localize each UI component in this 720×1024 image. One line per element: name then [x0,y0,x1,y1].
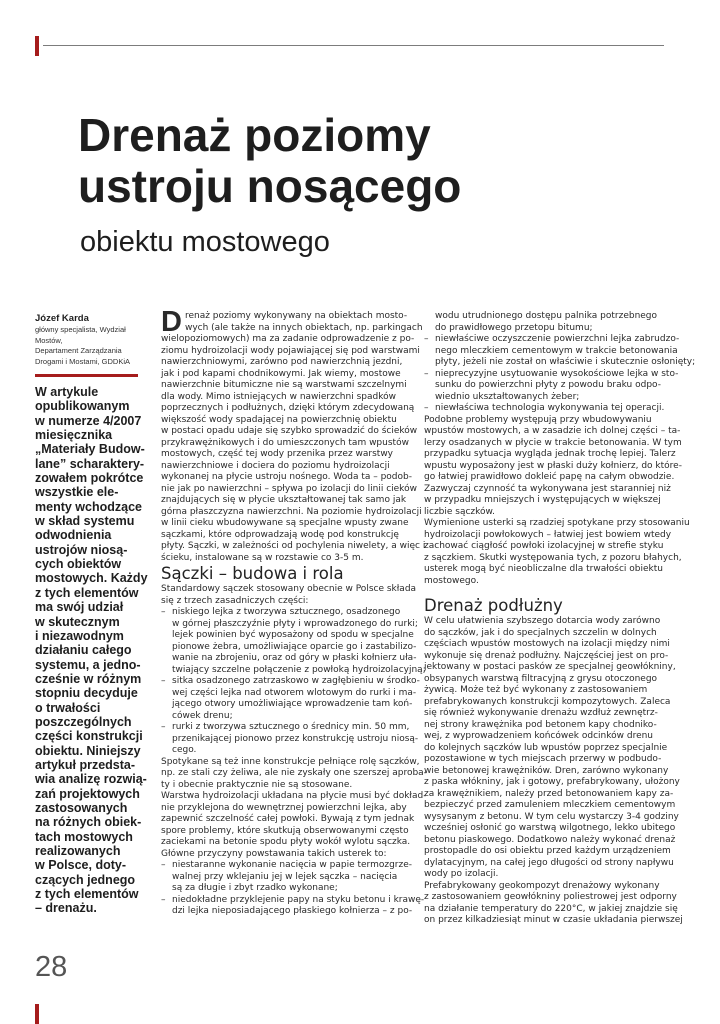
list-item-continuation: przenikającej pionowo przez konstrukcję ustroju niosą- [172,733,419,744]
text-line: na różnych obiek- [35,815,142,830]
text-line: lane” scharaktery- [35,456,145,471]
text-line: W celu ułatwienia szybszego dotarcia wody zarówno [424,616,661,626]
list-item: – niewłaściwa technologia wykonywania tej operacji. [424,403,672,415]
list-item-continuation: płyty, jeżeli nie został on właściwie i skutecznie osłonięty; [435,357,696,367]
text-line: płyty. Sączki, w zależności od pochylenia niwelety, a więc i [161,541,426,551]
author-desc-line: Drogami i Mostami, GDDKiA [35,356,131,366]
text-line: ty i obecnie praktycznie nie są stosowane. [161,779,353,790]
drenaz-paragraph [424,616,683,927]
text-line: o trwałości [35,700,101,715]
article-subtitle: obiektu mostowego [80,226,330,258]
text-line: nie jak po nawierzchni – spływa po izolacji do linii cieków [161,483,417,494]
list-item-continuation: wodu utrudnionego dostępu palnika potrzebnego [435,311,658,321]
causes-list-continued [424,334,696,415]
text-line: Spotykane są też inne konstrukcje pełniące rolę sączków, [161,756,420,767]
section-heading-saczki: Sączki – budowa i rola [161,564,344,583]
text-line: zachować ciągłość powłoki izolacyjnej w strefie styku [424,541,664,551]
text-line: części konstrukcji [35,729,143,744]
after-parts-paragraph [161,756,427,861]
saczki-intro [161,584,417,607]
text-line: wielopoziomowych) ma za zadanie odprowadzenie z po- [161,334,415,344]
top-rule [43,45,664,46]
text-line: nawierzchniowe i dociera do poziomu hydroizolacji [161,460,390,471]
text-line: dylatacyjnym, na całej jego długości od strony napływu [424,857,674,868]
text-line: Główne przyczyny powstawania takich usterek to: [161,848,387,859]
author-block [35,313,150,367]
text-line: bezpieczyć przed zamuleniem mleczkiem cementowym [424,800,676,810]
text-line: W artykule [35,385,99,399]
text-line: miesięcznika [35,428,113,443]
text-line: Wymienione usterki są rzadziej spotykane przy stosowaniu [424,518,690,528]
dropcap-letter: D [161,306,182,338]
text-line: stopniu decyduje [35,686,138,701]
text-line: wody po izolacji. [424,869,499,879]
text-line: – drenażu. [35,901,97,916]
list-item-continuation: jącego otwory umożliwiające wprowadzenie tam koń- [172,699,413,709]
text-line: wcześniej osłonić go warstwą wilgotnego, lekko ubitego [424,823,676,833]
text-line: z tych elementów [35,585,139,600]
text-line: przypadku sytuacja wygląda jednak trochę lepiej. Talerz [424,449,676,459]
text-line: zaciekami na betonie spodu płyty wokół wylotu sączka. [161,837,411,847]
text-line: cych obiektów [35,557,122,572]
text-line: betonu piaskowego. Dodatkowo należy wykonać drenaż [424,834,676,845]
list-item-continuation: są za długie i zbyt rzadko wykonane; [172,883,338,893]
text-line: opublikowanym [35,399,130,414]
list-item: – niewłaściwe oczyszczenie powierzchni lejka zabrudzo- [424,334,672,346]
text-line: Zazwyczaj czynność ta wykonywana jest staranniej niż [424,483,671,494]
text-line: hydroizolacji powłokowych – łatwiej jest bowiem wtedy [424,529,672,540]
text-line: wej, z wyprowadzeniem końcówek odcinków drenu [424,731,654,741]
text-line: w numerze 4/2007 [35,413,142,428]
text-line: liczbie sączków. [424,506,495,517]
text-line: zowałem pokrótce [35,471,144,486]
problems-paragraph [424,414,690,588]
text-line: ma swój udział [35,600,124,615]
author-description [35,325,150,367]
text-line: obiektu. Niniejszy [35,743,141,758]
list-item: – nieprecyzyjne usytuowanie wysokościowe lejka w sto- [424,369,672,381]
text-line: np. ze stali czy żeliwa, ale nie zyskały one szerszej aproba- [161,768,427,778]
text-line: znajdujących się w płycie ukształtowanej tak samo jak [161,495,407,505]
author-name: Józef Karda [35,313,89,324]
text-line: mostowego. [424,575,479,586]
text-line: przykrawężnikowych i do umieszczonych tam wpustów [161,437,409,448]
text-line: usterek mogą być nieobliczalne dla trwałości obiektu [424,564,663,574]
text-line: jak i pod kapami chodnikowymi. Jak wiemy, mostowe [161,368,401,379]
text-line: z zastosowaniem geowłókniny poliestrowej jest odporny [424,892,677,902]
text-line: wykonuje się drenaż podłużny. Najczęściej jest on pro- [424,650,669,661]
text-line: Warstwa hydroizolacji układana na płycie musi być dokład- [161,791,427,801]
list-item-continuation: pionowe żebra, umożliwiające oparcie go i zastabilizo- [172,641,417,652]
text-line: do kolejnych sączków lub wpustów poprzez specjalnie [424,742,668,753]
list-item: – sitka osadzonego zatrzaskowo w zagłębieniu w środko- [161,676,409,688]
text-line: obsypanych warstwą filtracyjną z grysu otoczonego [424,673,658,684]
text-line: „Materiały Budow- [35,442,145,457]
dropcap-paragraph [161,306,423,338]
list-item-continuation: sunku do powierzchni płyty z powodu braku odpo- [435,380,661,390]
text-line: poszczególnych [35,714,132,729]
text-line: sączkami, które odprowadzają wodę pod konstrukcję [161,529,399,540]
text-line: zastosowanych [35,800,128,815]
text-line: w postaci opadu udaje się szybko sprowadzić do ścieków [161,426,418,436]
text-line: w Polsce, doty- [35,858,126,873]
text-line: się również wykonywanie drenażu wzdłuż zewnętrz- [424,708,658,718]
list-item-continuation: wanie na zbrojeniu, oraz od góry w płaski kołnierz uła- [172,653,417,663]
author-accent-rule [35,374,138,377]
intro-paragraph [161,334,426,564]
text-line: pozostawione w tych miejscach przerwy w podbudo- [424,754,662,764]
list-item-continuation: do prawidłowego przetopu bitumu; [435,322,593,333]
author-desc-line: główny specjalista, Wydział Mostów, [35,325,126,345]
text-line: prefabrykowanych konstrukcji kompozytowych. Zaleca [424,696,671,707]
text-line: w linii cieku wbudowywane są specjalne wpusty zwane [161,518,409,528]
text-line: zapewnić szczelność całej powłoki. Bywają z tym jednak [161,814,415,824]
text-line: częściach wpustów mostowych na izolacji między nimi [424,639,670,649]
text-line: odwodnienia [35,528,112,543]
text-line: poprzecznych i podłużnych, dzięki którym zdecydowaną [161,403,415,413]
text-line: i niezawodnym [35,628,124,643]
text-line: w przypadku mniejszych i występujących w większej [424,495,661,505]
body-column-1 [161,306,427,918]
text-line: nej strony krawężnika pod betonem kapy chodniko- [424,719,657,730]
text-line: mostowych. Każdy [35,571,148,586]
list-item-continuation: wej części lejka nad otworem wlotowym do rurki i ma- [172,687,417,698]
text-line: menty wchodzące [35,499,142,514]
top-accent-marker [35,36,39,56]
text-line: spore problemy, które skutkują obserwowanymi często [161,825,409,836]
text-line: z paska włókniny, jak i gotowy, prefabrykowany, ułożony [424,777,680,787]
page-number: 28 [35,951,68,983]
list-item: – niestaranne wykonanie nacięcia w papie termozgrze- [161,860,409,872]
text-line: renaż poziomy wykonywany na obiektach mosto- [184,311,408,321]
text-line: wykonanej na płycie ustroju nośnego. Woda ta – podob- [161,472,412,482]
text-line: realizowanych [35,844,121,858]
text-line: cześnie w różnym [35,671,142,686]
text-line: mostowych, część tej wody przenika przez warstwy [161,449,394,459]
title-line: Drenaż poziomy [78,109,431,161]
text-line: dla wody. Mimo istniejących w nawierzchni spadków [161,391,396,402]
text-line: wysysanym z betonu. W tym celu wystarczy 3-4 godziny [424,811,679,822]
text-line: do sączków, jak i do specjalnych szczelin w dolnych [424,627,657,638]
lead-paragraph [35,385,151,916]
text-line: ustrojów niosą- [35,542,128,557]
text-line: nie przyklejona do wewnętrznej powierzchni lejka, aby [161,802,407,813]
text-line: wszystkie ele- [35,485,119,500]
continued-item [424,311,672,334]
list-item: – niedokładne przyklejenie papy na styku betonu i krawę- [161,895,409,907]
list-item-continuation: cego. [172,745,197,755]
bottom-accent-marker [35,1004,39,1024]
list-item-continuation: nego mleczkiem cementowym w trakcie betonowania [435,345,678,356]
text-line: systemu, a jedno- [35,657,141,672]
text-line: tach mostowych [35,829,133,844]
text-line: wych (ale także na innych obiektach, np. parkingach [184,322,423,333]
text-line: wie betonowej krawężników. Dren, zarówno wykonany [424,765,669,776]
list-item-continuation: cówek drenu; [172,710,233,721]
article-title [78,110,461,212]
list-item-continuation: walnej przy wklejaniu jej w lejek sączka – nacięcia [172,871,398,882]
text-line: działaniu całego [35,643,132,658]
list-item: – niskiego lejka z tworzywa sztucznego, osadzonego [161,607,409,619]
text-line: się z trzech zasadniczych części: [161,595,309,606]
text-line: nawierzchniowymi, zarówno pod nawierzchnią jezdni, [161,357,403,367]
text-line: prostopadle do osi obiektu przed każdym urządzeniem [424,846,671,856]
list-item-continuation: wiednio ukształtowanych żeber; [435,391,580,402]
author-desc-line: Departament Zarządzania [35,346,122,355]
list-item-continuation: dzi lejka nieposiadającego płaskiego kołnierza – z po- [172,906,413,916]
list-item-continuation: w górnej płaszczyźnie płyty i wprowadzonego do rurki; [172,618,418,629]
text-line: górna płaszczyzna nawierzchni. Na poziomie hydroizolacji [161,506,422,517]
text-line: jektowany w postaci pasków ze specjalnej geowłókniny, [424,662,676,672]
text-line: zań projektowych [35,786,140,801]
text-line: wia analizę rozwią- [35,772,147,787]
list-item: – rurki z tworzywa sztucznego o średnicy min. 50 mm, [161,722,409,734]
text-line: w skutecznym [35,614,120,629]
text-line: artykuł przedsta- [35,757,136,772]
text-line: wpustu wyposażony jest w płaski duży kołnierz, do które- [424,460,682,471]
text-line: ziomu hydroizolacji wody pojawiającej się pod warstwami [161,345,420,356]
text-line: wpustów mostowych, a w zasadzie ich dolnej części – ta- [424,426,681,436]
text-line: z sączkiem. Skutki występowania tych, z pozoru błahych, [424,552,682,563]
text-line: większość wody spadającej na powierzchnię obiektu [161,414,397,425]
text-line: Podobne problemy występują przy wbudowywaniu [424,414,652,425]
list-item-continuation: twiający szczelne połączenie z powłoką hydroizolacyjną; [172,664,426,675]
text-line: ścieku, instalowane są w rozstawie co 3-5 m. [161,552,364,563]
text-line: go łatwiej prawidłowo dokleić papę na całym obwodzie. [424,472,675,482]
text-line: lerzy osadzanych w płycie w trakcie betonowania. W tym [424,437,682,448]
text-line: Prefabrykowany geokompozyt drenażowy wykonany [424,880,660,891]
text-line: nawierzchnie bitumiczne nie są warstwami szczelnymi [161,380,407,390]
causes-list [161,860,425,918]
text-line: za krawężnikiem, należy przed betonowaniem kapy za- [424,788,674,799]
text-line: na działanie temperatury do 220°C, w jakiej znajdzie się [424,903,678,914]
text-line: Standardowy sączek stosowany obecnie w Polsce składa [161,584,417,594]
text-line: żywicą. Może też być wykonany z zastosowaniem [424,685,648,695]
text-line: w skład systemu [35,514,135,529]
body-column-2 [424,311,696,927]
text-line: on przez kilkadziesiąt minut w czasie układania pierwszej [424,915,683,925]
text-line: z tych elementów [35,887,139,902]
list-item-continuation: lejek powinien być wyposażony od spodu w specjalne [172,630,414,640]
text-line: czących jednego [35,872,136,887]
parts-list [161,607,426,757]
title-line: ustroju nosącego [78,160,462,212]
section-heading-drenaz: Drenaż podłużny [424,596,563,615]
